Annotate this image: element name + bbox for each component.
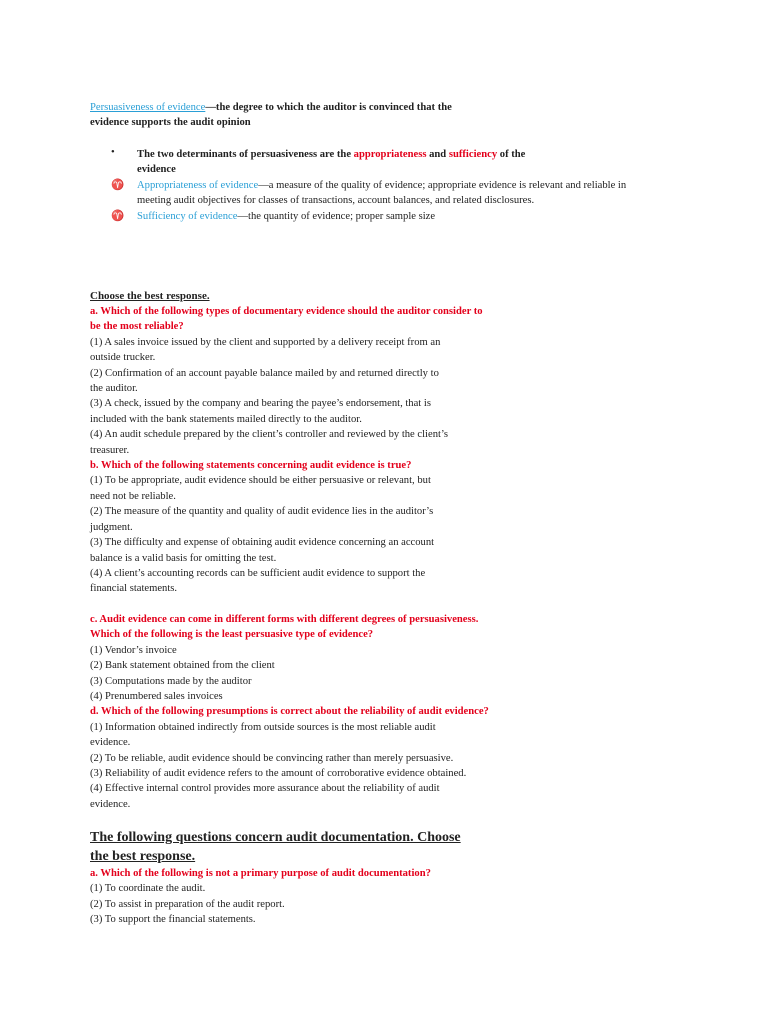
- option-line: (2) Bank statement obtained from the client: [90, 660, 275, 672]
- intro-line-2: evidence supports the audit opinion: [90, 117, 251, 128]
- option-line: (3) The difficulty and expense of obtaining audit evidence concerning an account: [90, 537, 435, 549]
- definition-text: —a measure of the quality of evidence; appropriate evidence is relevant and reliable in: [258, 180, 627, 191]
- option-line: evidence.: [90, 798, 131, 810]
- option-line: (2) Confirmation of an account payable balance mailed by and returned directly to: [90, 367, 439, 379]
- question-text: b. Which of the following statements concerning audit evidence is true?: [90, 460, 412, 472]
- option-line: (1) Vendor’s invoice: [90, 644, 177, 656]
- bullet-appropriateness: [111, 178, 671, 209]
- question-text: be the most reliable?: [90, 321, 184, 333]
- option-line: (3) Computations made by the auditor: [90, 675, 252, 687]
- section2: [90, 828, 461, 928]
- option-line: (4) Effective internal control provides more assurance about the reliability of audit: [90, 783, 440, 795]
- keyword-appropriateness: appropriateness: [353, 149, 427, 160]
- question-a: [90, 304, 483, 597]
- bullet-dot-icon: •: [111, 147, 115, 158]
- option-line: treasurer.: [90, 444, 130, 456]
- option-line: (1) To coordinate the audit.: [90, 883, 206, 895]
- section-heading: The following questions concern audit documentation. Choose: [90, 830, 461, 845]
- aries-icon: ♈: [111, 211, 125, 222]
- question-text: a. Which of the following types of documentary evidence should the auditor consider to: [90, 306, 483, 317]
- option-line: (3) Reliability of audit evidence refers to the amount of corroborative evidence obtained.: [90, 768, 467, 780]
- option-line: (1) Information obtained indirectly from outside sources is the most reliable audit: [90, 721, 436, 733]
- option-line: (4) An audit schedule prepared by the client’s controller and reviewed by the client’s: [90, 429, 449, 441]
- aries-icon: ♈: [111, 180, 125, 191]
- option-line: need not be reliable.: [90, 490, 176, 502]
- option-line: financial statements.: [90, 583, 178, 595]
- option-line: balance is a valid basis for omitting the test.: [90, 552, 277, 564]
- section-heading: Choose the best response.: [90, 290, 210, 302]
- option-line: (1) A sales invoice issued by the client and supported by a delivery receipt from an: [90, 336, 441, 348]
- question-text: a. Which of the following is not a primary purpose of audit documentation?: [90, 868, 431, 879]
- option-line: (4) A client’s accounting records can be sufficient audit evidence to support the: [90, 567, 426, 579]
- bullet-text-part: evidence: [137, 164, 176, 176]
- question-text: Which of the following is the least persuasive type of evidence?: [90, 629, 374, 641]
- intro-line-1: [90, 100, 452, 115]
- option-line: (1) To be appropriate, audit evidence should be either persuasive or relevant, but: [90, 475, 431, 487]
- term-appropriateness: Appropriateness of evidence: [137, 180, 259, 191]
- definition-text: meeting audit objectives for classes of transactions, account balances, and related disclosures.: [137, 195, 535, 207]
- question-text: c. Audit evidence can come in different forms with different degrees of persuasiveness.: [90, 614, 479, 625]
- bullet-text-part: The two determinants of persuasiveness are the: [137, 149, 354, 160]
- question-text: d. Which of the following presumptions is correct about the reliability of audit evidence?: [90, 706, 489, 718]
- bullet-determinants: [111, 147, 671, 178]
- bullet-sufficiency: [111, 209, 671, 224]
- option-line: (3) To support the financial statements.: [90, 914, 256, 926]
- option-line: the auditor.: [90, 383, 138, 395]
- section-heading: the best response.: [90, 849, 196, 864]
- question-c: [90, 612, 489, 812]
- option-line: judgment.: [90, 521, 133, 533]
- option-line: (2) The measure of the quantity and quality of audit evidence lies in the auditor’s: [90, 506, 434, 518]
- definition-text: —the quantity of evidence; proper sample size: [237, 211, 436, 222]
- intro-definition: —the degree to which the auditor is convinced that the: [205, 102, 452, 113]
- option-line: (2) To be reliable, audit evidence should be convincing rather than merely persuasive.: [90, 752, 454, 764]
- option-line: evidence.: [90, 737, 131, 749]
- bullet-text-part: of the: [497, 149, 526, 160]
- term-sufficiency: Sufficiency of evidence: [137, 211, 238, 222]
- term-persuasiveness: Persuasiveness of evidence: [90, 102, 206, 113]
- option-line: (2) To assist in preparation of the audit report.: [90, 898, 285, 910]
- option-line: outside trucker.: [90, 352, 156, 364]
- option-line: included with the bank statements mailed directly to the auditor.: [90, 413, 362, 425]
- keyword-sufficiency: sufficiency: [448, 149, 498, 160]
- option-line: (3) A check, issued by the company and bearing the payee’s endorsement, that is: [90, 398, 431, 410]
- bullet-text-part: and: [426, 149, 449, 160]
- option-line: (4) Prenumbered sales invoices: [90, 691, 223, 703]
